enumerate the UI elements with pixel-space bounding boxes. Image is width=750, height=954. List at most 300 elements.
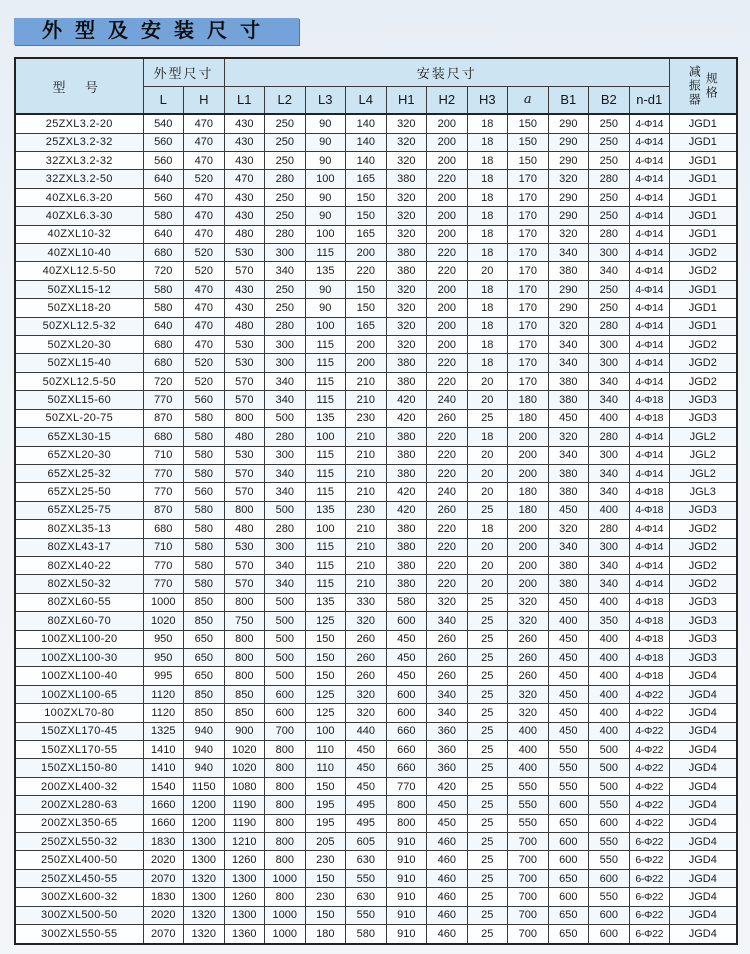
nd1-cell: 4-Φ14	[629, 556, 670, 574]
value-cell: 150	[305, 667, 346, 685]
value-cell: 850	[184, 593, 225, 611]
value-cell: 340	[548, 244, 589, 262]
value-cell: 320	[427, 593, 468, 611]
value-cell: 500	[265, 593, 306, 611]
value-cell: 340	[265, 556, 306, 574]
value-cell: 340	[589, 372, 630, 390]
value-cell: 470	[184, 133, 225, 151]
model-cell: 40ZXL10-32	[15, 225, 143, 243]
damper-cell: JGD2	[670, 538, 737, 556]
table-row	[15, 556, 737, 574]
table-row	[15, 244, 737, 262]
value-cell: 560	[143, 152, 184, 170]
nd1-cell: 4-Φ14	[629, 262, 670, 280]
value-cell: 240	[427, 483, 468, 501]
value-cell: 470	[184, 225, 225, 243]
value-cell: 1320	[184, 869, 225, 887]
value-cell: 135	[305, 593, 346, 611]
nd1-cell: 4-Φ14	[629, 244, 670, 262]
value-cell: 1190	[224, 814, 265, 832]
value-cell: 200	[346, 354, 387, 372]
value-cell: 570	[224, 464, 265, 482]
value-cell: 800	[224, 648, 265, 666]
value-cell: 150	[346, 207, 387, 225]
value-cell: 300	[589, 446, 630, 464]
value-cell: 550	[589, 888, 630, 906]
value-cell: 25	[467, 612, 508, 630]
value-cell: 180	[508, 409, 549, 427]
value-cell: 280	[589, 317, 630, 335]
value-cell: 340	[265, 391, 306, 409]
table-row	[15, 648, 737, 666]
damper-cell: JGD2	[670, 354, 737, 372]
value-cell: 570	[224, 372, 265, 390]
table-row	[15, 464, 737, 482]
damper-cell: JGD2	[670, 336, 737, 354]
value-cell: 800	[265, 814, 306, 832]
value-cell: 290	[548, 188, 589, 206]
value-cell: 1300	[184, 851, 225, 869]
value-cell: 450	[548, 501, 589, 519]
col-group-outline-dims: 外型尺寸	[143, 58, 224, 86]
damper-cell: JGD4	[670, 925, 737, 944]
table-row	[15, 409, 737, 427]
value-cell: 800	[265, 777, 306, 795]
value-cell: 320	[508, 593, 549, 611]
value-cell: 530	[224, 446, 265, 464]
value-cell: 580	[184, 409, 225, 427]
value-cell: 100	[305, 317, 346, 335]
value-cell: 580	[143, 207, 184, 225]
value-cell: 150	[305, 630, 346, 648]
model-cell: 200ZXL400-32	[15, 777, 143, 795]
value-cell: 150	[508, 152, 549, 170]
value-cell: 320	[386, 317, 427, 335]
nd1-cell: 4-Φ14	[629, 280, 670, 298]
value-cell: 430	[224, 114, 265, 133]
model-cell: 40ZXL10-40	[15, 244, 143, 262]
value-cell: 220	[427, 428, 468, 446]
value-cell: 450	[386, 630, 427, 648]
value-cell: 1260	[224, 851, 265, 869]
nd1-cell: 4-Φ22	[629, 722, 670, 740]
model-cell: 150ZXL150-80	[15, 759, 143, 777]
value-cell: 140	[346, 133, 387, 151]
col-header-l4: L4	[346, 86, 387, 114]
value-cell: 600	[589, 869, 630, 887]
nd1-cell: 4-Φ14	[629, 575, 670, 593]
value-cell: 110	[305, 741, 346, 759]
value-cell: 380	[386, 464, 427, 482]
table-row	[15, 612, 737, 630]
value-cell: 165	[346, 170, 387, 188]
value-cell: 640	[143, 225, 184, 243]
col-header-l: L	[143, 86, 184, 114]
value-cell: 210	[346, 520, 387, 538]
value-cell: 1000	[265, 925, 306, 944]
col-group-install-dims: 安装尺寸	[224, 58, 670, 86]
value-cell: 320	[346, 685, 387, 703]
value-cell: 380	[386, 428, 427, 446]
value-cell: 450	[548, 685, 589, 703]
table-row	[15, 317, 737, 335]
value-cell: 630	[346, 888, 387, 906]
value-cell: 90	[305, 207, 346, 225]
value-cell: 150	[346, 280, 387, 298]
value-cell: 90	[305, 280, 346, 298]
value-cell: 710	[143, 446, 184, 464]
nd1-cell: 6-Φ22	[629, 869, 670, 887]
value-cell: 20	[467, 391, 508, 409]
model-cell: 25ZXL3.2-20	[15, 114, 143, 133]
model-cell: 100ZXL100-30	[15, 648, 143, 666]
value-cell: 170	[508, 354, 549, 372]
value-cell: 500	[265, 630, 306, 648]
table-row	[15, 280, 737, 298]
value-cell: 90	[305, 114, 346, 133]
value-cell: 200	[508, 446, 549, 464]
value-cell: 1260	[224, 888, 265, 906]
damper-cell: JGD1	[670, 188, 737, 206]
value-cell: 360	[427, 741, 468, 759]
damper-cell: JGD3	[670, 648, 737, 666]
value-cell: 200	[427, 152, 468, 170]
value-cell: 1080	[224, 777, 265, 795]
value-cell: 450	[346, 759, 387, 777]
value-cell: 2070	[143, 869, 184, 887]
damper-cell: JGD1	[670, 280, 737, 298]
value-cell: 1000	[265, 869, 306, 887]
value-cell: 380	[386, 170, 427, 188]
value-cell: 1000	[265, 906, 306, 924]
value-cell: 800	[265, 741, 306, 759]
value-cell: 205	[305, 833, 346, 851]
nd1-cell: 4-Φ18	[629, 409, 670, 427]
value-cell: 260	[427, 630, 468, 648]
value-cell: 910	[386, 851, 427, 869]
nd1-cell: 4-Φ18	[629, 667, 670, 685]
value-cell: 170	[508, 299, 549, 317]
value-cell: 910	[386, 833, 427, 851]
value-cell: 420	[386, 501, 427, 519]
model-cell: 65ZXL30-15	[15, 428, 143, 446]
value-cell: 210	[346, 538, 387, 556]
value-cell: 18	[467, 354, 508, 372]
value-cell: 680	[143, 244, 184, 262]
value-cell: 470	[184, 299, 225, 317]
value-cell: 240	[427, 391, 468, 409]
value-cell: 450	[548, 667, 589, 685]
value-cell: 170	[508, 244, 549, 262]
damper-cell: JGD2	[670, 520, 737, 538]
value-cell: 340	[265, 262, 306, 280]
value-cell: 320	[548, 317, 589, 335]
value-cell: 300	[265, 354, 306, 372]
value-cell: 280	[589, 170, 630, 188]
value-cell: 1660	[143, 796, 184, 814]
value-cell: 450	[346, 741, 387, 759]
value-cell: 600	[589, 814, 630, 832]
value-cell: 165	[346, 317, 387, 335]
value-cell: 650	[548, 814, 589, 832]
nd1-cell: 4-Φ14	[629, 372, 670, 390]
value-cell: 300	[589, 538, 630, 556]
value-cell: 250	[589, 133, 630, 151]
nd1-cell: 4-Φ18	[629, 501, 670, 519]
value-cell: 770	[143, 483, 184, 501]
value-cell: 290	[548, 207, 589, 225]
table-row	[15, 520, 737, 538]
model-cell: 65ZXL25-75	[15, 501, 143, 519]
value-cell: 115	[305, 556, 346, 574]
value-cell: 1190	[224, 796, 265, 814]
model-cell: 65ZXL25-32	[15, 464, 143, 482]
value-cell: 500	[589, 777, 630, 795]
value-cell: 25	[467, 888, 508, 906]
value-cell: 250	[589, 280, 630, 298]
value-cell: 320	[548, 170, 589, 188]
value-cell: 210	[346, 464, 387, 482]
nd1-cell: 4-Φ14	[629, 538, 670, 556]
table-row	[15, 777, 737, 795]
damper-cell: JGD3	[670, 391, 737, 409]
value-cell: 25	[467, 501, 508, 519]
value-cell: 1020	[224, 741, 265, 759]
value-cell: 250	[265, 188, 306, 206]
value-cell: 600	[548, 833, 589, 851]
value-cell: 850	[224, 704, 265, 722]
value-cell: 260	[427, 648, 468, 666]
value-cell: 550	[548, 777, 589, 795]
value-cell: 550	[589, 796, 630, 814]
table-header	[15, 58, 737, 114]
value-cell: 250	[265, 280, 306, 298]
value-cell: 520	[184, 354, 225, 372]
value-cell: 380	[548, 483, 589, 501]
damper-cell: JGD4	[670, 722, 737, 740]
value-cell: 560	[184, 483, 225, 501]
damper-cell: JGD1	[670, 299, 737, 317]
value-cell: 170	[508, 225, 549, 243]
value-cell: 650	[548, 869, 589, 887]
value-cell: 200	[427, 280, 468, 298]
value-cell: 400	[589, 501, 630, 519]
value-cell: 680	[143, 354, 184, 372]
value-cell: 950	[143, 648, 184, 666]
value-cell: 140	[346, 152, 387, 170]
value-cell: 260	[427, 667, 468, 685]
value-cell: 700	[508, 869, 549, 887]
model-cell: 32ZXL3.2-50	[15, 170, 143, 188]
value-cell: 380	[548, 372, 589, 390]
value-cell: 25	[467, 796, 508, 814]
value-cell: 300	[265, 244, 306, 262]
value-cell: 20	[467, 262, 508, 280]
value-cell: 550	[508, 777, 549, 795]
value-cell: 550	[589, 851, 630, 869]
nd1-cell: 4-Φ14	[629, 446, 670, 464]
value-cell: 280	[265, 317, 306, 335]
table-row	[15, 428, 737, 446]
model-cell: 300ZXL500-50	[15, 906, 143, 924]
value-cell: 1020	[143, 612, 184, 630]
value-cell: 650	[184, 648, 225, 666]
value-cell: 560	[143, 133, 184, 151]
nd1-cell: 4-Φ14	[629, 188, 670, 206]
nd1-cell: 4-Φ14	[629, 428, 670, 446]
value-cell: 800	[224, 501, 265, 519]
value-cell: 25	[467, 906, 508, 924]
value-cell: 450	[548, 593, 589, 611]
table-row	[15, 741, 737, 759]
value-cell: 600	[265, 704, 306, 722]
value-cell: 470	[184, 280, 225, 298]
nd1-cell: 4-Φ18	[629, 612, 670, 630]
value-cell: 200	[346, 244, 387, 262]
value-cell: 1210	[224, 833, 265, 851]
table-row	[15, 685, 737, 703]
value-cell: 220	[427, 446, 468, 464]
value-cell: 530	[224, 538, 265, 556]
value-cell: 25	[467, 759, 508, 777]
value-cell: 320	[548, 225, 589, 243]
value-cell: 18	[467, 317, 508, 335]
value-cell: 210	[346, 556, 387, 574]
value-cell: 910	[386, 869, 427, 887]
value-cell: 150	[305, 869, 346, 887]
model-cell: 150ZXL170-45	[15, 722, 143, 740]
value-cell: 540	[143, 114, 184, 133]
value-cell: 580	[184, 575, 225, 593]
value-cell: 340	[265, 483, 306, 501]
damper-header-wrap	[670, 59, 736, 113]
table-row	[15, 225, 737, 243]
value-cell: 400	[589, 685, 630, 703]
damper-cell: JGD2	[670, 556, 737, 574]
value-cell: 340	[548, 336, 589, 354]
value-cell: 25	[467, 648, 508, 666]
value-cell: 770	[143, 391, 184, 409]
model-cell: 100ZXL100-20	[15, 630, 143, 648]
col-header-n-d1: n-d1	[629, 86, 670, 114]
value-cell: 600	[589, 925, 630, 944]
value-cell: 580	[386, 593, 427, 611]
value-cell: 550	[346, 869, 387, 887]
value-cell: 580	[143, 280, 184, 298]
value-cell: 200	[508, 538, 549, 556]
model-cell: 50ZXL12.5-32	[15, 317, 143, 335]
value-cell: 850	[184, 612, 225, 630]
value-cell: 1410	[143, 741, 184, 759]
nd1-cell: 4-Φ22	[629, 704, 670, 722]
value-cell: 660	[386, 759, 427, 777]
value-cell: 300	[589, 336, 630, 354]
model-cell: 50ZXL20-30	[15, 336, 143, 354]
value-cell: 480	[224, 520, 265, 538]
value-cell: 115	[305, 446, 346, 464]
value-cell: 340	[265, 575, 306, 593]
value-cell: 320	[386, 299, 427, 317]
value-cell: 25	[467, 704, 508, 722]
value-cell: 470	[184, 152, 225, 170]
value-cell: 280	[589, 225, 630, 243]
value-cell: 580	[346, 925, 387, 944]
value-cell: 115	[305, 464, 346, 482]
damper-cell: JGD2	[670, 575, 737, 593]
value-cell: 195	[305, 814, 346, 832]
nd1-cell: 4-Φ14	[629, 133, 670, 151]
value-cell: 450	[548, 704, 589, 722]
value-cell: 550	[548, 741, 589, 759]
table-row	[15, 906, 737, 924]
value-cell: 20	[467, 538, 508, 556]
table-row	[15, 888, 737, 906]
value-cell: 195	[305, 796, 346, 814]
value-cell: 340	[265, 372, 306, 390]
value-cell: 800	[386, 814, 427, 832]
value-cell: 350	[589, 612, 630, 630]
value-cell: 220	[427, 464, 468, 482]
page-title: 外型及安装尺寸	[14, 18, 299, 45]
value-cell: 125	[305, 612, 346, 630]
value-cell: 150	[305, 906, 346, 924]
value-cell: 1200	[184, 814, 225, 832]
value-cell: 800	[265, 833, 306, 851]
model-cell: 50ZXL-20-75	[15, 409, 143, 427]
damper-cell: JGD4	[670, 851, 737, 869]
model-cell: 250ZXL550-32	[15, 833, 143, 851]
value-cell: 290	[548, 152, 589, 170]
nd1-cell: 4-Φ22	[629, 759, 670, 777]
value-cell: 170	[508, 207, 549, 225]
value-cell: 200	[427, 133, 468, 151]
value-cell: 200	[427, 336, 468, 354]
value-cell: 1830	[143, 888, 184, 906]
value-cell: 1120	[143, 685, 184, 703]
value-cell: 250	[589, 207, 630, 225]
value-cell: 260	[427, 501, 468, 519]
damper-cell: JGD1	[670, 152, 737, 170]
value-cell: 380	[548, 575, 589, 593]
value-cell: 380	[386, 556, 427, 574]
value-cell: 250	[265, 133, 306, 151]
value-cell: 500	[589, 759, 630, 777]
value-cell: 560	[143, 188, 184, 206]
value-cell: 520	[184, 262, 225, 280]
value-cell: 570	[224, 575, 265, 593]
model-cell: 250ZXL400-50	[15, 851, 143, 869]
value-cell: 260	[508, 648, 549, 666]
value-cell: 380	[548, 464, 589, 482]
value-cell: 280	[265, 170, 306, 188]
nd1-cell: 4-Φ18	[629, 593, 670, 611]
value-cell: 480	[224, 225, 265, 243]
value-cell: 450	[548, 648, 589, 666]
table-row	[15, 833, 737, 851]
nd1-cell: 6-Φ22	[629, 888, 670, 906]
value-cell: 605	[346, 833, 387, 851]
value-cell: 90	[305, 133, 346, 151]
value-cell: 115	[305, 538, 346, 556]
model-cell: 250ZXL450-55	[15, 869, 143, 887]
model-cell: 40ZXL6.3-30	[15, 207, 143, 225]
value-cell: 250	[589, 152, 630, 170]
value-cell: 450	[386, 648, 427, 666]
model-cell: 40ZXL12.5-50	[15, 262, 143, 280]
nd1-cell: 4-Φ14	[629, 225, 670, 243]
value-cell: 400	[548, 612, 589, 630]
value-cell: 430	[224, 152, 265, 170]
